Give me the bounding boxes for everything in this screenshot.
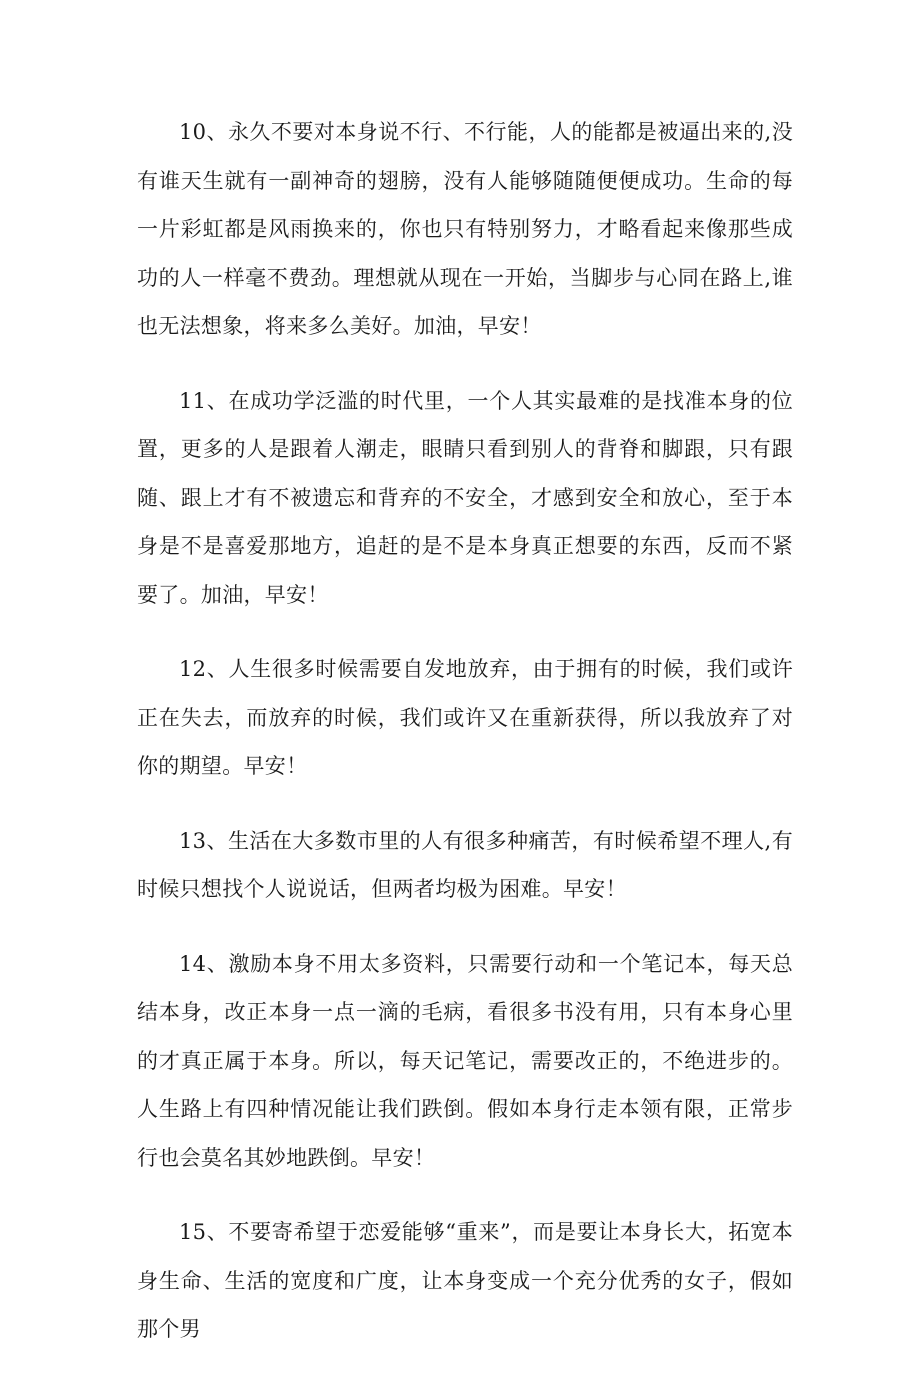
paragraph-14: 14、激励本身不用太多资料，只需要行动和一个笔记本，每天总结本身，改正本身一点一滴的毛病，看很多书没有用，只有本身心里的才真正属于本身。所以，每天记笔记，需要改正的，不绝进步的。人生路上有四种情况能让我们跌倒。假如本身行走本领有限，正常步行也会莫名其妙地跌倒。早安！ xyxy=(137,951,793,1170)
document-page xyxy=(137,108,793,1380)
paragraph-11: 11、在成功学泛滥的时代里，一个人其实最难的是找准本身的位置，更多的人是跟着人潮走，眼睛只看到别人的背脊和脚跟，只有跟随、跟上才有不被遗忘和背弃的不安全，才感到安全和放心，至于本身是不是喜爱那地方，追赶的是不是本身真正想要的东西，反而不紧要了。加油，早安！ xyxy=(137,388,793,607)
paragraph-13: 13、生活在大多数市里的人有很多种痛苦，有时候希望不理人,有时候只想找个人说说话，但两者均极为困难。早安！ xyxy=(137,828,793,901)
paragraph-10: 10、永久不要对本身说不行、不行能，人的能都是被逼出来的,没有谁天生就有一副神奇的翅膀，没有人能够随随便便成功。生命的每一片彩虹都是风雨换来的，你也只有特别努力，才略看起来像那些成功的人一样毫不费劲。理想就从现在一开始，当脚步与心同在路上,谁也无法想象，将来多么美好。加油，早安！ xyxy=(137,120,793,338)
paragraph-12: 12、人生很多时候需要自发地放弃，由于拥有的时候，我们或许正在失去，而放弃的时候，我们或许又在重新获得，所以我放弃了对你的期望。早安！ xyxy=(137,657,793,778)
paragraph-15: 15、不要寄希望于恋爱能够“重来”，而是要让本身长大，拓宽本身生命、生活的宽度和广度，让本身变成一个充分优秀的女子，假如那个男 xyxy=(137,1220,793,1341)
